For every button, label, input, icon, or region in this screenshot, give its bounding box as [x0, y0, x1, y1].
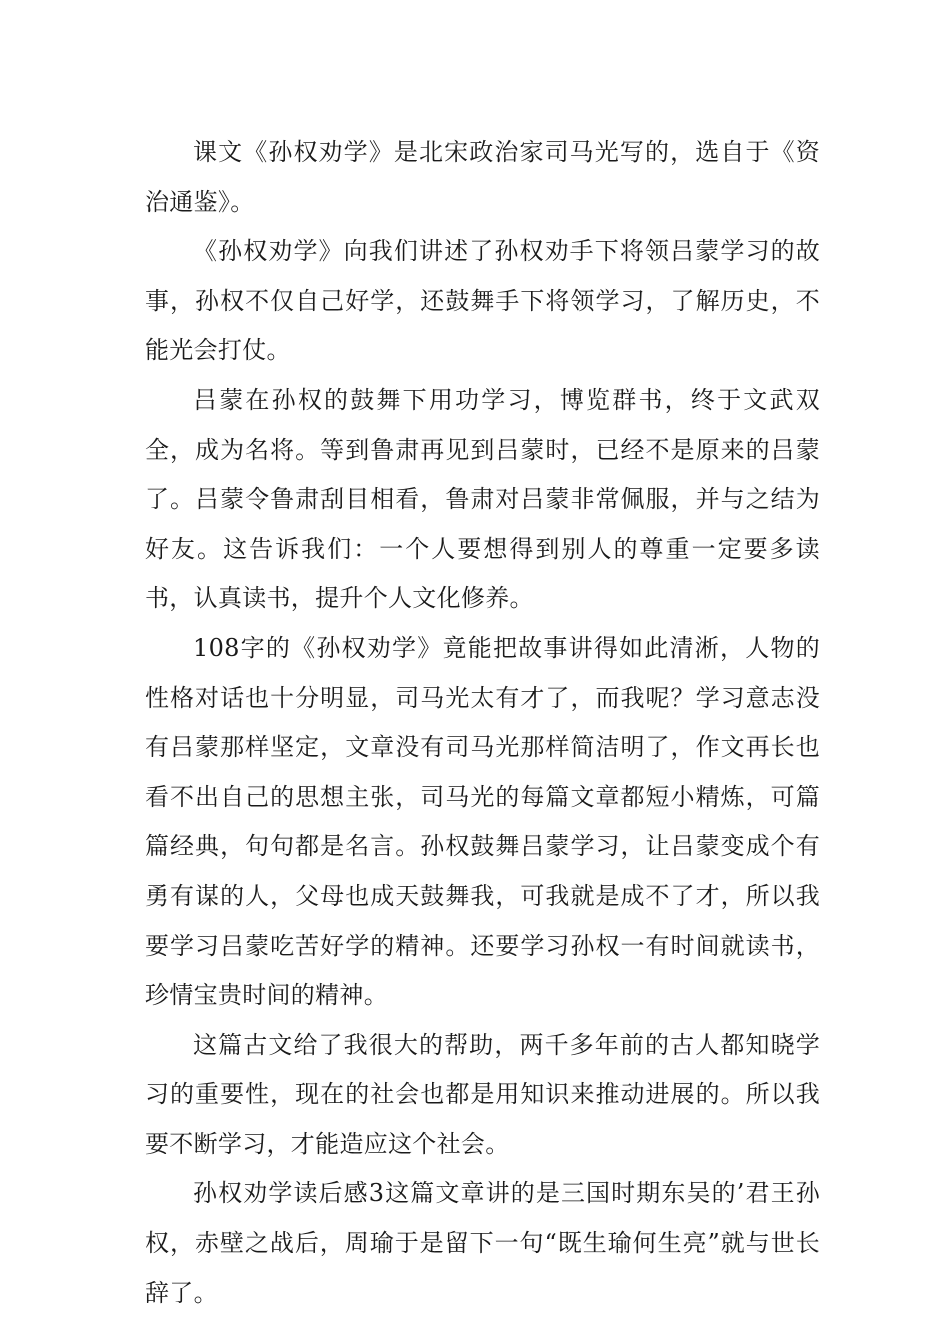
- paragraph-1: 课文《孙权劝学》是北宋政治家司马光写的，选自于《资治通鉴》。: [145, 138, 820, 216]
- paragraph-2: 《孙权劝学》向我们讲述了孙权劝手下将领吕蒙学习的故事，孙权不仅自己好学，还鼓舞手下将领学习，了解历史，不能光会打仗。: [145, 237, 820, 365]
- paragraph-3: 吕蒙在孙权的鼓舞下用功学习，博览群书，终于文武双全，成为名将。等到鲁肃再见到吕蒙时，已经不是原来的吕蒙了。吕蒙令鲁肃刮目相看，鲁肃对吕蒙非常佩服，并与之结为好友。这告诉我们：一个人要想得到别人的尊重一定要多读书，认真读书，提升个人文化修养。: [145, 385, 820, 613]
- paragraph-5: 这篇古文给了我很大的帮助，两千多年前的古人都知晓学习的重要性，现在的社会也都是用知识来推动进展的。所以我要不断学习，才能造应这个社会。: [145, 1030, 820, 1158]
- paragraph-4: 108字的《孙权劝学》竟能把故事讲得如此清淅，人物的性格对话也十分明显，司马光太有才了，而我呢？学习意志没有吕蒙那样坚定，文章没有司马光那样简洁明了，作文再长也看不出自己的思想主张，司马光的每篇文章都短小精炼，可篇篇经典，句句都是名言。孙权鼓舞吕蒙学习，让吕蒙变成个有勇有谋的人，父母也成天鼓舞我，可我就是成不了才，所以我要学习吕蒙吃苦好学的精神。还要学习孙权一有时间就读书，珍情宝贵时间的精神。: [145, 633, 820, 1010]
- paragraph-6: 孙权劝学读后感3这篇文章讲的是三国时期东吴的’君王孙权，赤壁之战后，周瑜于是留下一句“既生瑜何生亮”就与世长辞了。: [145, 1179, 820, 1307]
- document-body: [145, 128, 820, 1318]
